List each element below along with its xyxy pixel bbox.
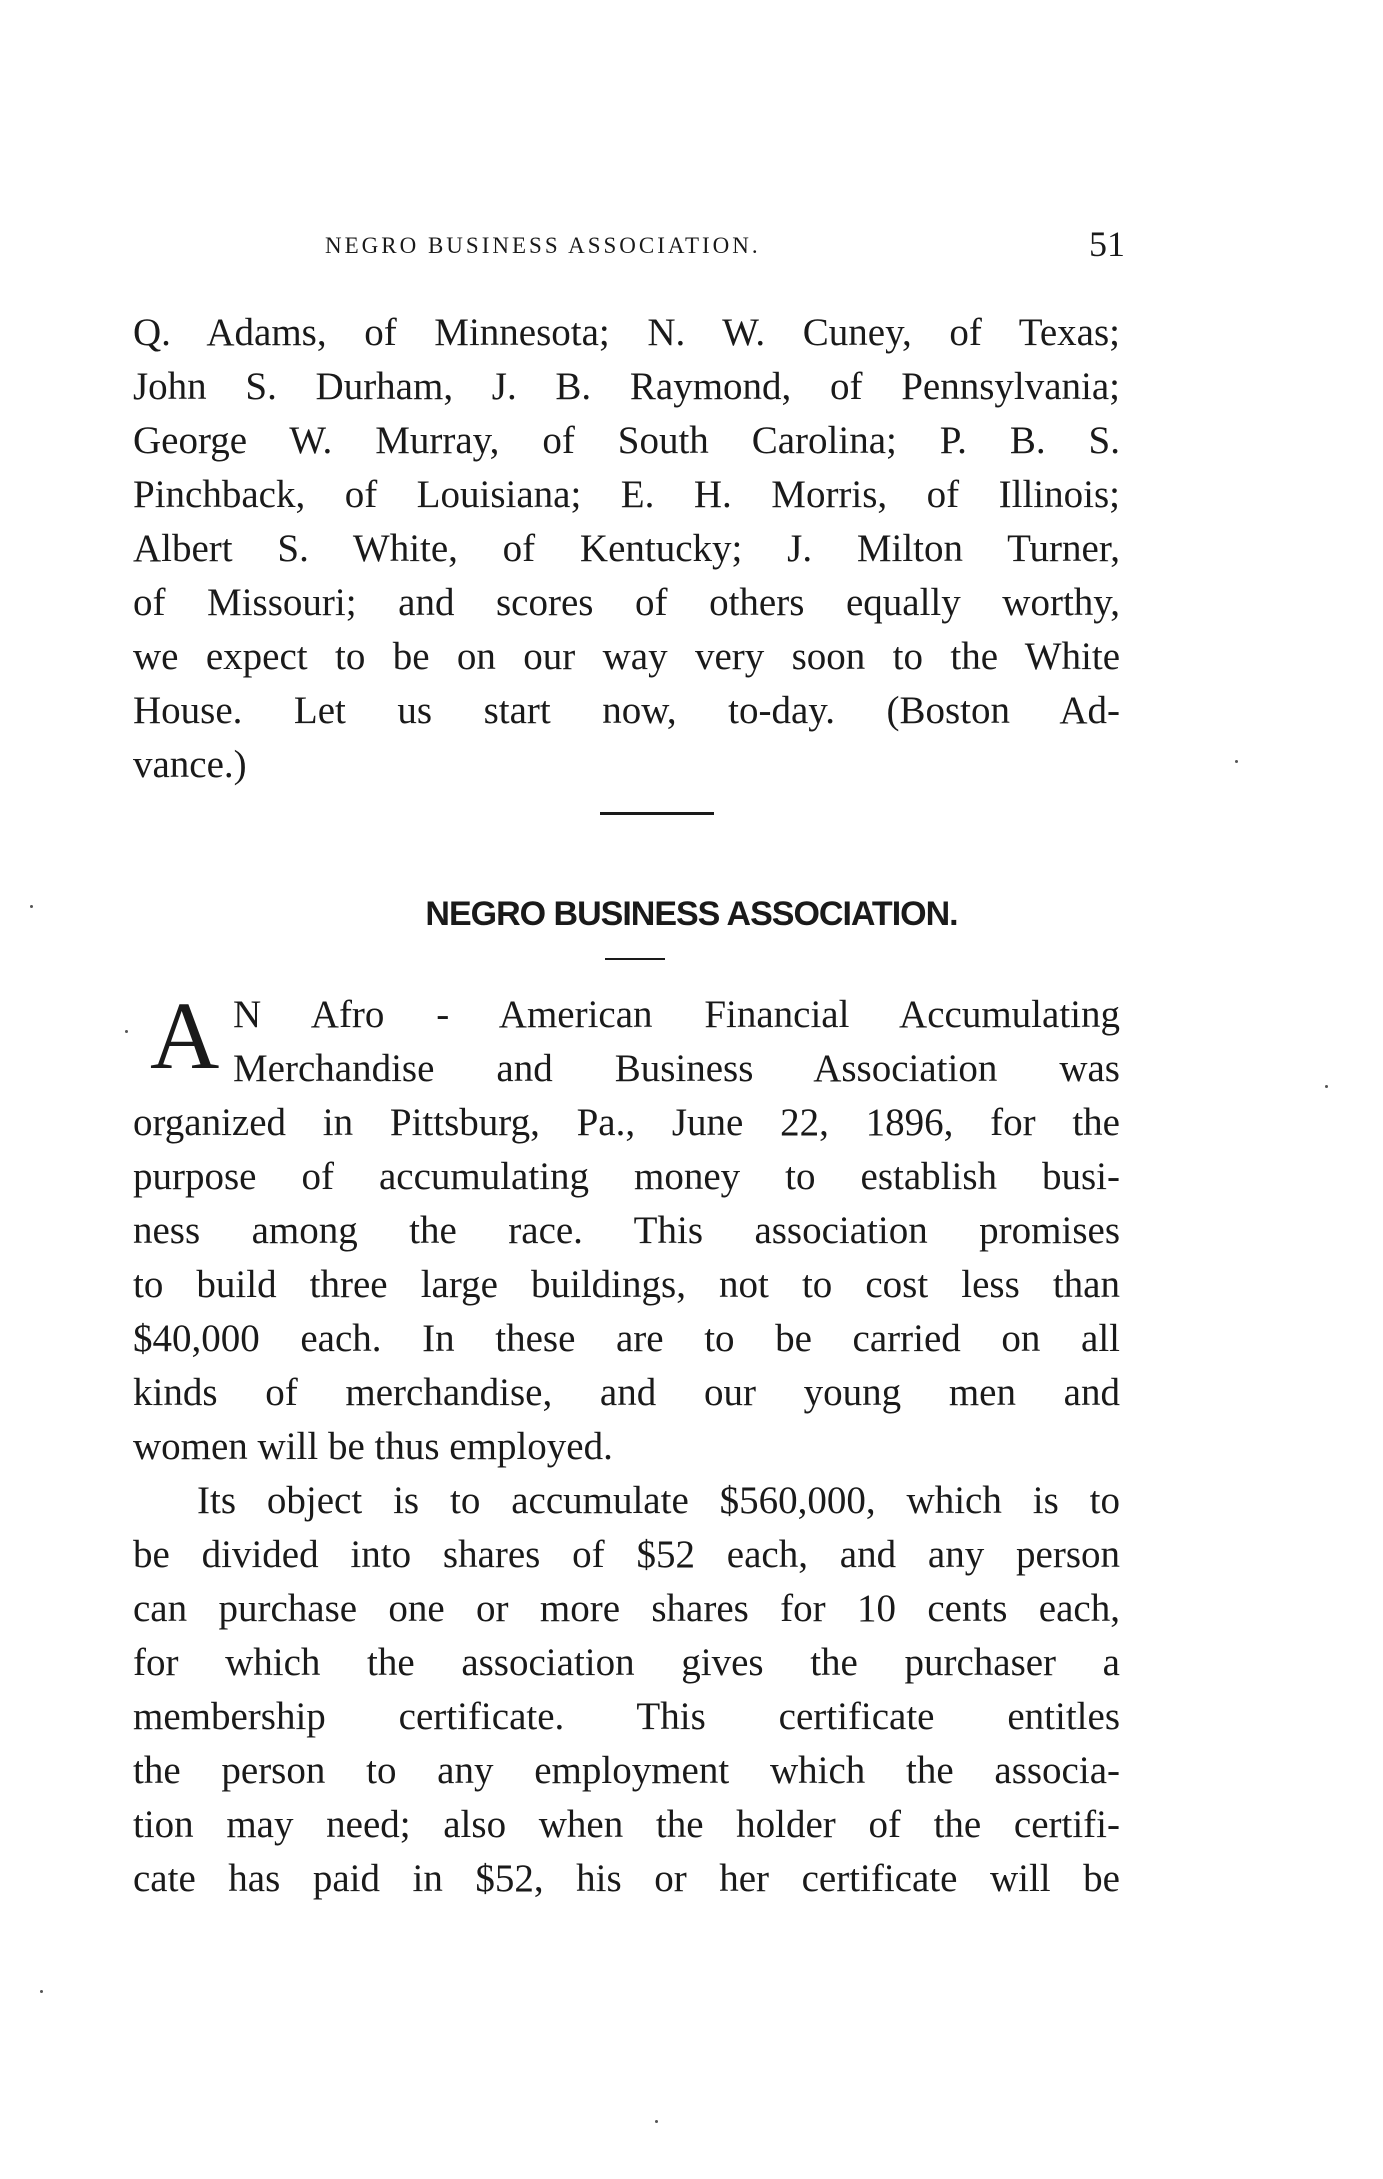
section-title: NEGRO BUSINESS ASSOCIATION.: [425, 895, 958, 933]
text-line: Q. Adams, of Minnesota; N. W. Cuney, of Texas;: [133, 311, 1120, 354]
drop-cap: A: [150, 982, 220, 1089]
text-line: Pinchback, of Louisiana; E. H. Morris, of Illinois;: [133, 473, 1120, 516]
scan-speck: [30, 905, 33, 908]
text-line: for which the association gives the purchaser a: [133, 1641, 1120, 1684]
text-line: cate has paid in $52, his or her certificate will be: [133, 1857, 1120, 1900]
text-line: N Afro - American Financial Accumulating: [233, 993, 1120, 1036]
scan-speck: [125, 1030, 128, 1033]
text-line: Its object is to accumulate $560,000, which is to: [197, 1479, 1120, 1522]
text-line: vance.): [133, 743, 247, 786]
text-line: $40,000 each. In these are to be carried on all: [133, 1317, 1120, 1360]
text-line: tion may need; also when the holder of the certifi-: [133, 1803, 1120, 1846]
section-divider: [600, 812, 714, 815]
running-head: [325, 224, 1125, 264]
text-line: purpose of accumulating money to establish busi-: [133, 1155, 1120, 1198]
running-title: NEGRO BUSINESS ASSOCIATION.: [325, 233, 761, 258]
text-line: we expect to be on our way very soon to the White: [133, 635, 1120, 678]
text-line: women will be thus employed.: [133, 1425, 613, 1468]
title-underline: [605, 958, 665, 960]
text-line: organized in Pittsburg, Pa., June 22, 1896, for the: [133, 1101, 1120, 1144]
scan-speck: [1235, 760, 1238, 763]
scan-speck: [655, 2120, 658, 2123]
text-line: be divided into shares of $52 each, and any person: [133, 1533, 1120, 1576]
text-line: membership certificate. This certificate entitles: [133, 1695, 1120, 1738]
text-line: John S. Durham, J. B. Raymond, of Pennsylvania;: [133, 365, 1120, 408]
text-line: Albert S. White, of Kentucky; J. Milton Turner,: [133, 527, 1120, 570]
text-line: to build three large buildings, not to cost less than: [133, 1263, 1120, 1306]
text-line: House. Let us start now, to-day. (Boston Ad-: [133, 689, 1120, 732]
text-line: the person to any employment which the associa-: [133, 1749, 1120, 1792]
text-line: of Missouri; and scores of others equally worthy,: [133, 581, 1120, 624]
text-line: can purchase one or more shares for 10 cents each,: [133, 1587, 1120, 1630]
page-number: 51: [1089, 224, 1125, 264]
text-line: kinds of merchandise, and our young men and: [133, 1371, 1120, 1414]
scan-speck: [40, 1990, 43, 1993]
text-line: Merchandise and Business Association was: [233, 1047, 1120, 1090]
scan-speck: [1325, 1085, 1328, 1088]
text-line: George W. Murray, of South Carolina; P. B. S.: [133, 419, 1120, 462]
text-line: ness among the race. This association promises: [133, 1209, 1120, 1252]
